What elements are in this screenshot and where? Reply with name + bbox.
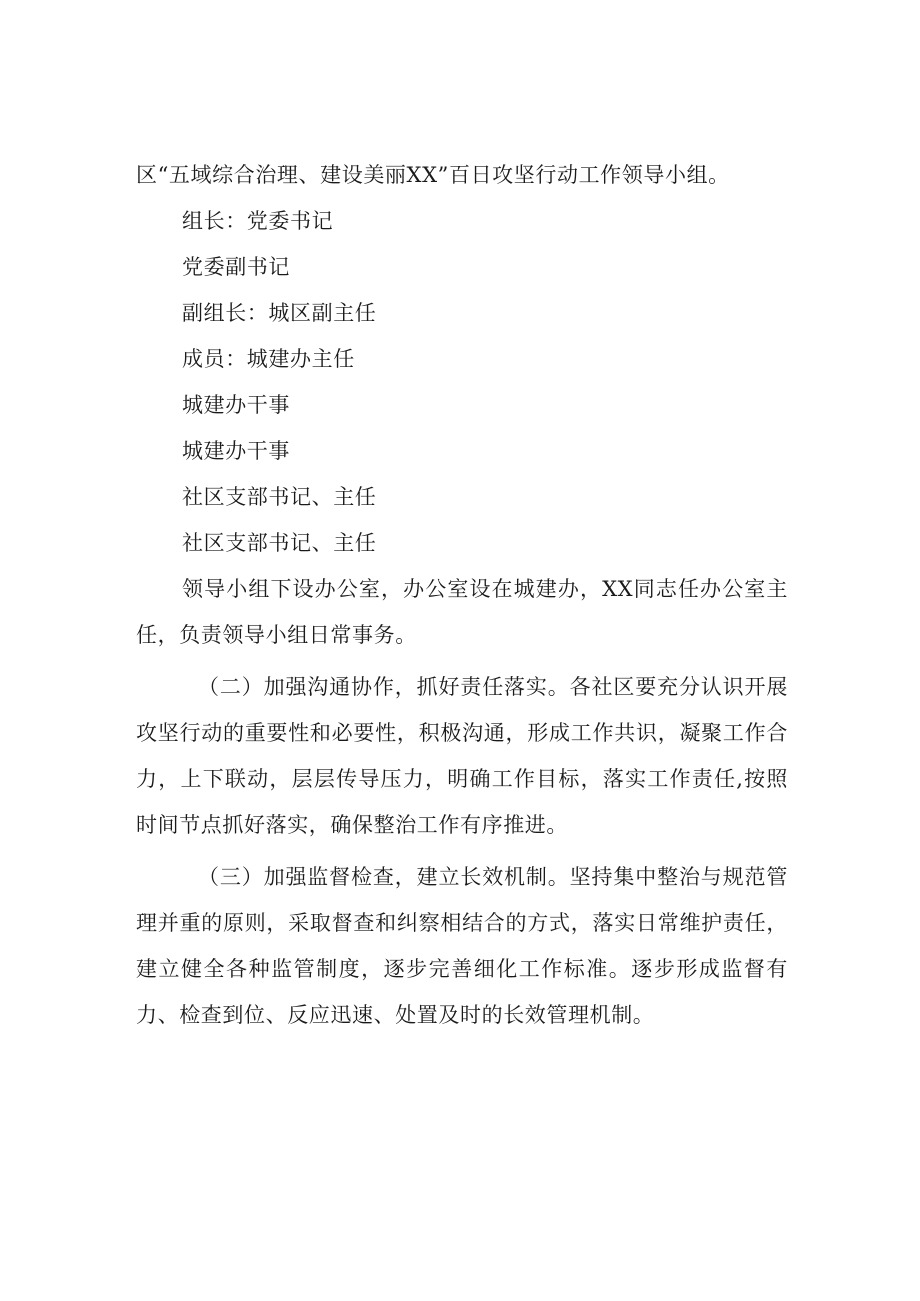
member-construction-staff-1: 城建办干事: [182, 393, 290, 417]
document-body: [136, 152, 788, 1038]
member-construction-staff-2: 城建办干事: [182, 439, 290, 463]
member-leader: 组长：党委书记: [182, 209, 334, 233]
section-three-paragraph: （三）加强监督检查，建立长效机制。坚持集中整治与规范管理并重的原则，采取督查和纠察相结合的方式，落实日常维护责任，建立健全各种监管制度，逐步完善细化工作标准。逐步形成监督有力、检查到位、反应迅速、处置及时的长效管理机制。: [136, 865, 788, 1027]
member-deputy-secretary: 党委副书记: [182, 255, 290, 279]
group-title-line: 区“五域综合治理、建设美丽XX”百日攻坚行动工作领导小组。: [136, 163, 730, 187]
office-paragraph: 领导小组下设办公室，办公室设在城建办，XX同志任办公室主任，负责领导小组日常事务。: [136, 577, 788, 647]
member-construction-director: 成员：城建办主任: [182, 347, 355, 371]
member-community-secretary-1: 社区支部书记、主任: [182, 485, 377, 509]
member-community-secretary-2: 社区支部书记、主任: [182, 531, 377, 555]
member-vice-leader: 副组长：城区副主任: [182, 301, 377, 325]
section-two-paragraph: （二）加强沟通协作，抓好责任落实。各社区要充分认识开展攻坚行动的重要性和必要性，积极沟通，形成工作共识，凝聚工作合力，上下联动，层层传导压力，明确工作目标，落实工作责任,按照时间节点抓好落实，确保整治工作有序推进。: [136, 675, 788, 837]
